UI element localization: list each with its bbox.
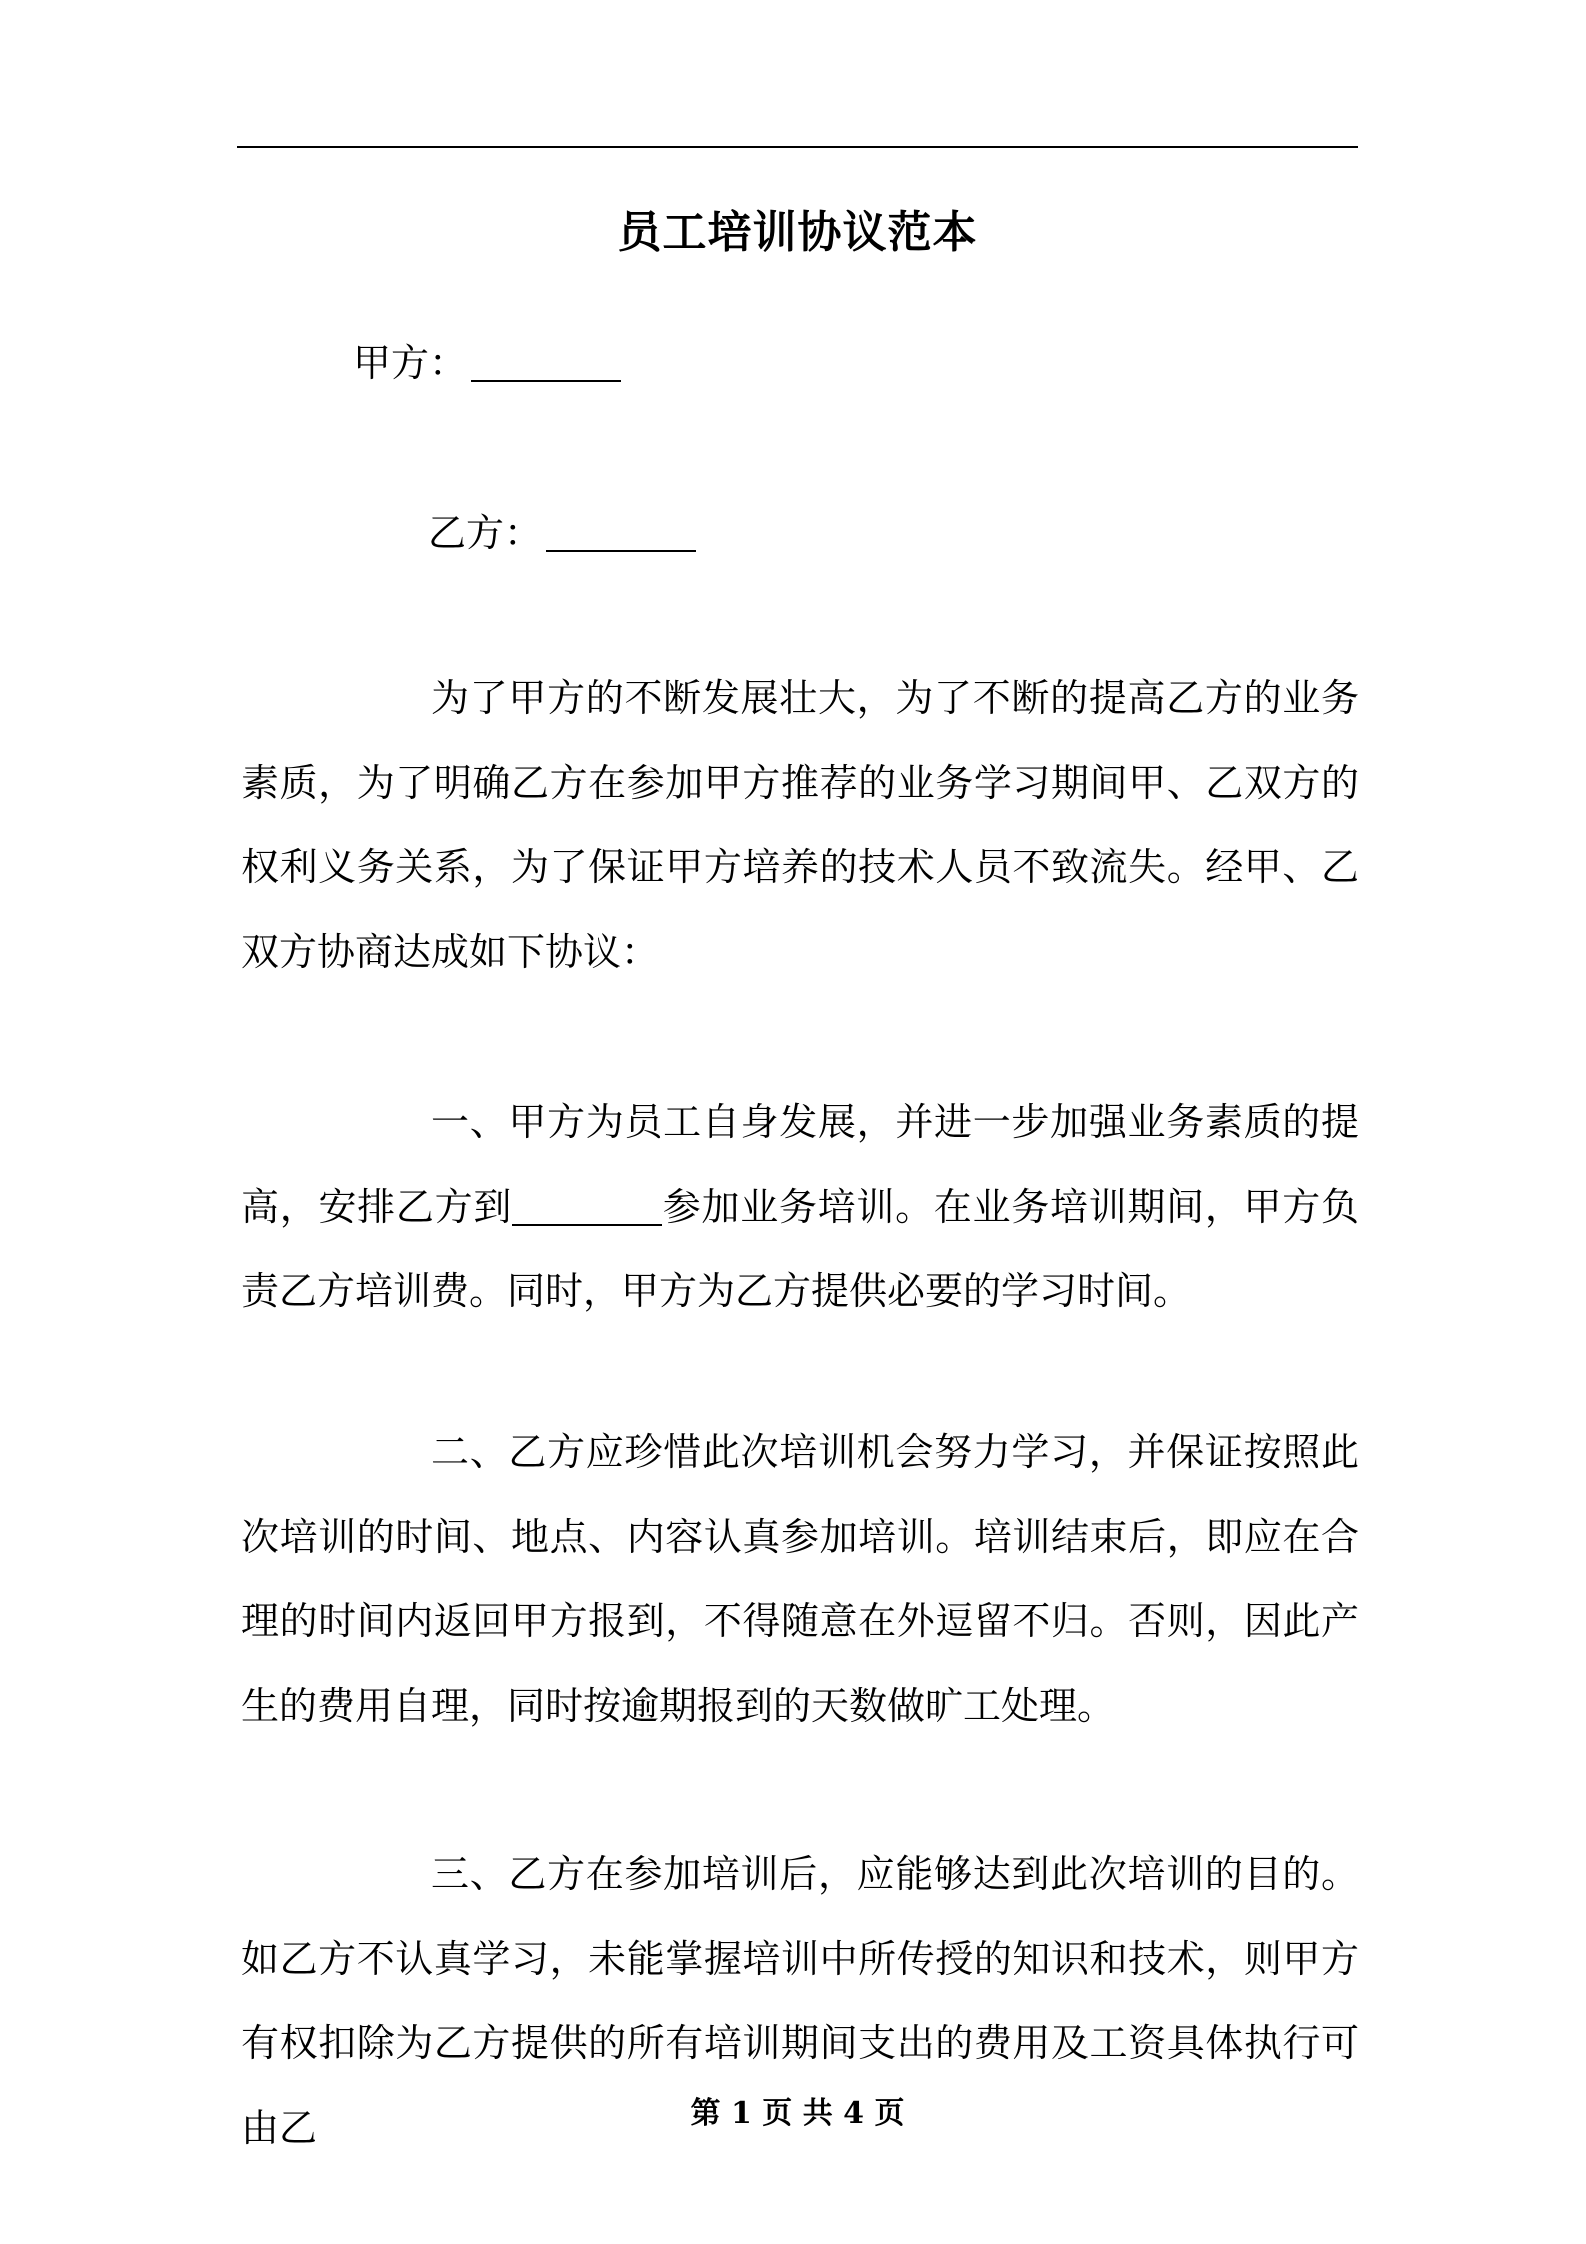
party-a-blank (471, 340, 621, 382)
party-a-line (353, 333, 621, 393)
party-b-label: 乙方： (428, 511, 543, 555)
document-title: 员工培训协议范本 (617, 207, 978, 258)
clause-1-text-end: 参加业务培训。在业务培训期间，甲方负责乙方培训费。同时，甲方为乙方提供必要的学习时间。 (241, 1184, 1359, 1313)
clause-1-text-start: 一、甲方为员工自身发展，并进一步加强业务素质的提高，安排乙方到 (241, 1100, 1359, 1229)
party-a-label: 甲方： (353, 341, 468, 385)
clause-3-paragraph: 三、乙方在参加培训后，应能够达到此次培训的目的。如乙方不认真学习，未能掌握培训中所传授的知识和技术，则甲方有权扣除为乙方提供的所有培训期间支出的费用及工资具体执行可由乙 (241, 1852, 1359, 2150)
page-number: 第 1 页 共 4 页 (690, 2096, 905, 2131)
clause-2-paragraph: 二、乙方应珍惜此次培训机会努力学习，并保证按照此次培训的时间、地点、内容认真参加培训。培训结束后，即应在合理的时间内返回甲方报到，不得随意在外逗留不归。否则，因此产生的费用自理，同时按逾期报到的天数做旷工处理。 (241, 1430, 1359, 1728)
party-b-blank (546, 510, 696, 552)
header-rule (237, 146, 1358, 148)
training-location-blank (512, 1184, 662, 1226)
party-b-line (428, 503, 696, 563)
clause-1-paragraph (241, 1080, 1359, 1334)
intro-paragraph: 为了甲方的不断发展壮大，为了不断的提高乙方的业务素质，为了明确乙方在参加甲方推荐的业务学习期间甲、乙双方的权利义务关系，为了保证甲方培养的技术人员不致流失。经甲、乙双方协商达成如下协议： (241, 676, 1359, 974)
